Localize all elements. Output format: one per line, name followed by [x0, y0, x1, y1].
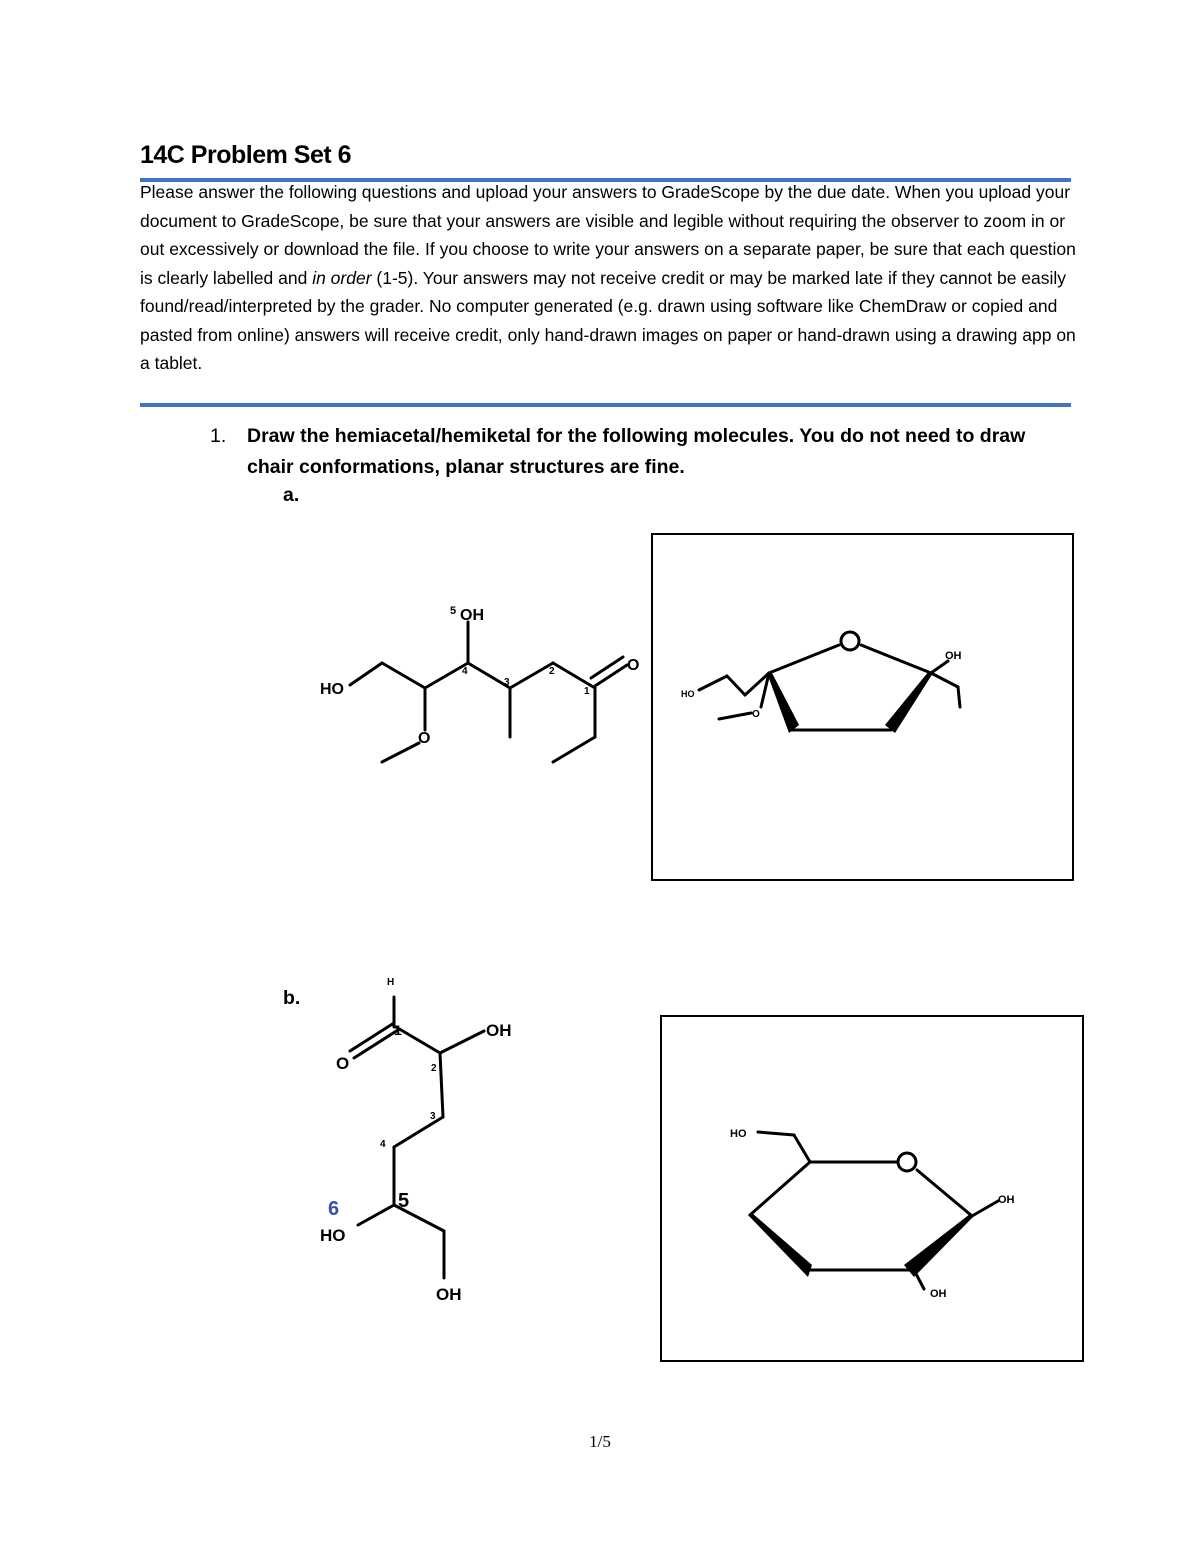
atom-label: OH [945, 650, 962, 662]
atom-label: OH [460, 607, 484, 624]
instructions-emphasis: in order [312, 267, 372, 288]
ring-oxygen [898, 1153, 916, 1171]
bond [553, 663, 595, 688]
bond [758, 1132, 794, 1135]
carbon-number: 3 [430, 1111, 436, 1122]
page-number: 1/5 [589, 1432, 611, 1451]
bond [769, 645, 839, 673]
handwritten-number: 6 [328, 1198, 340, 1220]
ring-oxygen [841, 632, 859, 650]
carbon-number: 2 [431, 1063, 437, 1074]
atom-label: HO [730, 1128, 747, 1140]
answer-box-a [651, 533, 1074, 881]
answer-drawing-a [653, 535, 1072, 879]
instructions-text-2: (1-5). Your answers may not receive credit or may be marked late if they cannot be easily found/read/interpreted by the grader. No computer generated (e.g. drawn using software like ChemDraw or copied and pasted from online) answers will receive credit, only hand-drawn images on paper or hand-drawn using a drawing app on a tablet. [140, 267, 1076, 373]
bond [750, 1162, 810, 1215]
part-a-label: a. [283, 484, 300, 506]
question-1-number: 1. [210, 425, 227, 447]
wedge-bond [885, 671, 933, 733]
bond [553, 737, 595, 762]
bond [382, 663, 425, 688]
bond [358, 1205, 394, 1225]
bond [958, 687, 960, 707]
instructions-paragraph [140, 178, 1080, 378]
carbon-number: 4 [380, 1139, 386, 1150]
atom-label: O [627, 657, 640, 674]
instructions-rule [140, 403, 1071, 407]
carbon-number: 4 [462, 666, 468, 677]
bond [931, 661, 948, 673]
atom-label: OH [930, 1288, 947, 1300]
atom-label: HO [320, 681, 344, 698]
bond [440, 1053, 443, 1117]
page-title: 14C Problem Set 6 [140, 141, 352, 169]
bond [394, 1117, 443, 1147]
atom-label: HO [681, 689, 695, 699]
bond [972, 1201, 998, 1216]
question-1-text: Draw the hemiacetal/hemiketal for the following molecules. You do not need to draw chair conformations, planar structures are fine. [247, 425, 1026, 478]
bond [440, 1031, 484, 1053]
atom-label: OH [486, 1021, 512, 1040]
structure-b [310, 965, 540, 1310]
answer-box-b [660, 1015, 1084, 1362]
bond [794, 1135, 810, 1162]
bond [727, 676, 745, 695]
atom-label: O [418, 730, 431, 747]
answer-drawing-b [662, 1017, 1082, 1360]
bond [510, 663, 553, 688]
carbon-number: 5 [450, 605, 457, 617]
bond [382, 743, 419, 762]
atom-label: OH [436, 1285, 462, 1304]
wedge-bond [767, 671, 799, 733]
carbon-number: 2 [549, 666, 555, 677]
carbon-number: 1 [584, 686, 590, 697]
part-b-label: b. [283, 987, 301, 1009]
bond [719, 713, 751, 719]
carbon-number: 1 [394, 1022, 402, 1038]
wedge-bond [904, 1214, 974, 1277]
atom-label: OH [998, 1194, 1015, 1206]
bond [699, 676, 727, 690]
atom-label: H [387, 977, 395, 988]
atom-label: O [752, 709, 760, 720]
bond [931, 673, 958, 687]
carbon-number: 3 [504, 677, 510, 688]
bond [591, 657, 623, 678]
carbon-number: 5 [398, 1190, 410, 1212]
bond [396, 1027, 440, 1053]
wedge-bond [748, 1213, 812, 1277]
bond [917, 1170, 972, 1216]
atom-label: O [336, 1054, 350, 1073]
bond [595, 665, 627, 686]
bond [350, 663, 382, 685]
structure-a [300, 590, 650, 780]
instructions-text-1: Please answer the following questions and upload your answers to GradeScope by the due date. When you upload your document to GradeScope, be sure that your answers are visible and legible without requiring the observer to zoom in or out excessively or download the file. If you choose to write your answers on a separate paper, be sure that each question is clearly labelled and [140, 182, 1076, 288]
bond [861, 645, 931, 673]
atom-label: HO [320, 1226, 346, 1245]
